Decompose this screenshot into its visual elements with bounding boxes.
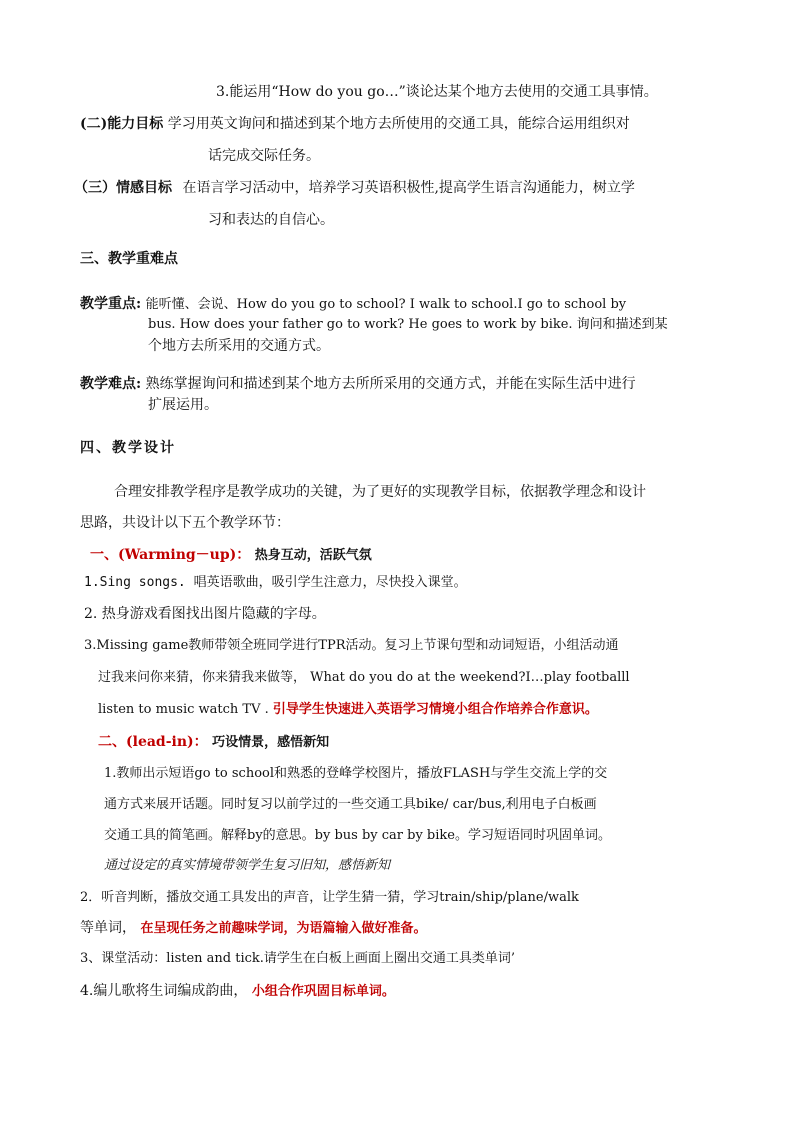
key-point [80,294,626,315]
design-intro: 合理安排教学程序是教学成功的关键，为了更好的实现教学目标，依据教学理念和设计 [114,484,646,500]
difficult-point-text: 熟练掌握询问和描述到某个地方去所所采用的交通方式，并能在实际生活中进行 [145,376,636,392]
step1-item-2: 2. 热身游戏看图找出图片隐藏的字母。 [84,606,326,622]
difficult-point-text-2: 扩展运用。 [148,397,218,413]
ability-goal-text-cont: 话完成交际任务。 [208,148,320,164]
difficult-point [80,374,636,394]
key-point-text-2: bus. How does your father go to work? He goes to work by bike. 询问和描述到某 [148,317,668,332]
step2-item-2-note: 在呈现任务之前趣味学词，为语篇输入做好准备。 [140,921,427,936]
step2-item-2: 2．听音判断，播放交通工具发出的声音，让学生猜一猜，学习train/ship/plane/walk [80,890,579,905]
step1-desc: 热身互动，活跃气氛 [254,548,372,563]
step1-item-1: 1.Sing songs. 唱英语歌曲，吸引学生注意力，尽快投入课堂。 [84,575,467,590]
step1-item-3: 3.Missing game教师带领全班同学进行TPR活动。复习上节课句型和动词短语，小组活动通 [84,638,619,653]
step2-desc: 巧设情景，感悟新知 [212,735,330,750]
step1-item-3-phrases: listen to music watch TV . [98,702,273,717]
key-point-text-3: 个地方去所采用的交通方式。 [148,338,330,354]
step2-item-1-cont2: 交通工具的简笔画。解释by的意思。by bus by car by bike。学习短语同时巩固单词。 [104,828,611,843]
design-intro-2: 思路，共设计以下五个教学环节： [80,515,290,531]
step2-item-4-text: 4.编儿歌将生词编成韵曲， [80,983,248,999]
section3-heading: 三、教学重难点 [80,251,178,267]
step2-item-4-note: 小组合作巩固目标单词。 [251,984,395,999]
step2-item-1-cont: 通方式来展开话题。同时复习以前学过的一些交通工具bike/ car/bus,利用电子白板画 [104,797,597,812]
step2-heading [98,732,329,753]
goal-line-3: 3.能运用“How do you go…”谈论达某个地方去使用的交通工具事情。 [216,84,658,100]
step1-item-3-cont: 过我来问你来猜，你来猜我来做等， What do you do at the weekend?I…play footballl [98,670,630,685]
step2-item-4 [80,981,395,1002]
difficult-point-label: 教学难点: [80,376,142,392]
ability-goal [80,114,630,134]
step1-item-3-note: 引导学生快速进入英语学习情境小组合作培养合作意识。 [272,702,598,717]
step1-item-3-end [98,700,598,720]
step2-item-1-note: 通过设定的真实情境带领学生复习旧知，感悟新知 [104,858,391,873]
ability-goal-text: 学习用英文询问和描述到某个地方去所使用的交通工具，能综合运用组织对 [167,116,630,132]
key-point-label: 教学重点: [80,296,142,312]
step1-title: 一、(Warming－up)： [90,547,251,563]
emotion-goal-label: （三）情感目标 [74,180,172,196]
step1-heading [90,545,372,566]
emotion-goal-text-cont: 习和表达的自信心。 [208,212,334,228]
key-point-text: 能听懂、会说、How do you go to school? I walk to school.I go to school by [145,297,627,312]
emotion-goal-text: 在语言学习活动中，培养学习英语积极性,提高学生语言沟通能力，树立学 [182,180,635,196]
section4-heading: 四、教学设计 [80,440,176,456]
step2-item-3: 3、课堂活动：listen and tick.请学生在白板上画面上圈出交通工具类单词’ [80,951,516,966]
step2-item-2-cont [80,918,426,939]
step2-item-2-words: 等单词， [80,920,136,936]
emotion-goal [74,178,635,198]
ability-goal-label: (二)能力目标 [80,116,164,132]
step2-title: 二、(lead-in)： [98,734,208,750]
step2-item-1: 1.教师出示短语go to school和熟悉的登峰学校图片，播放FLASH与学生交流上学的交 [104,766,608,781]
